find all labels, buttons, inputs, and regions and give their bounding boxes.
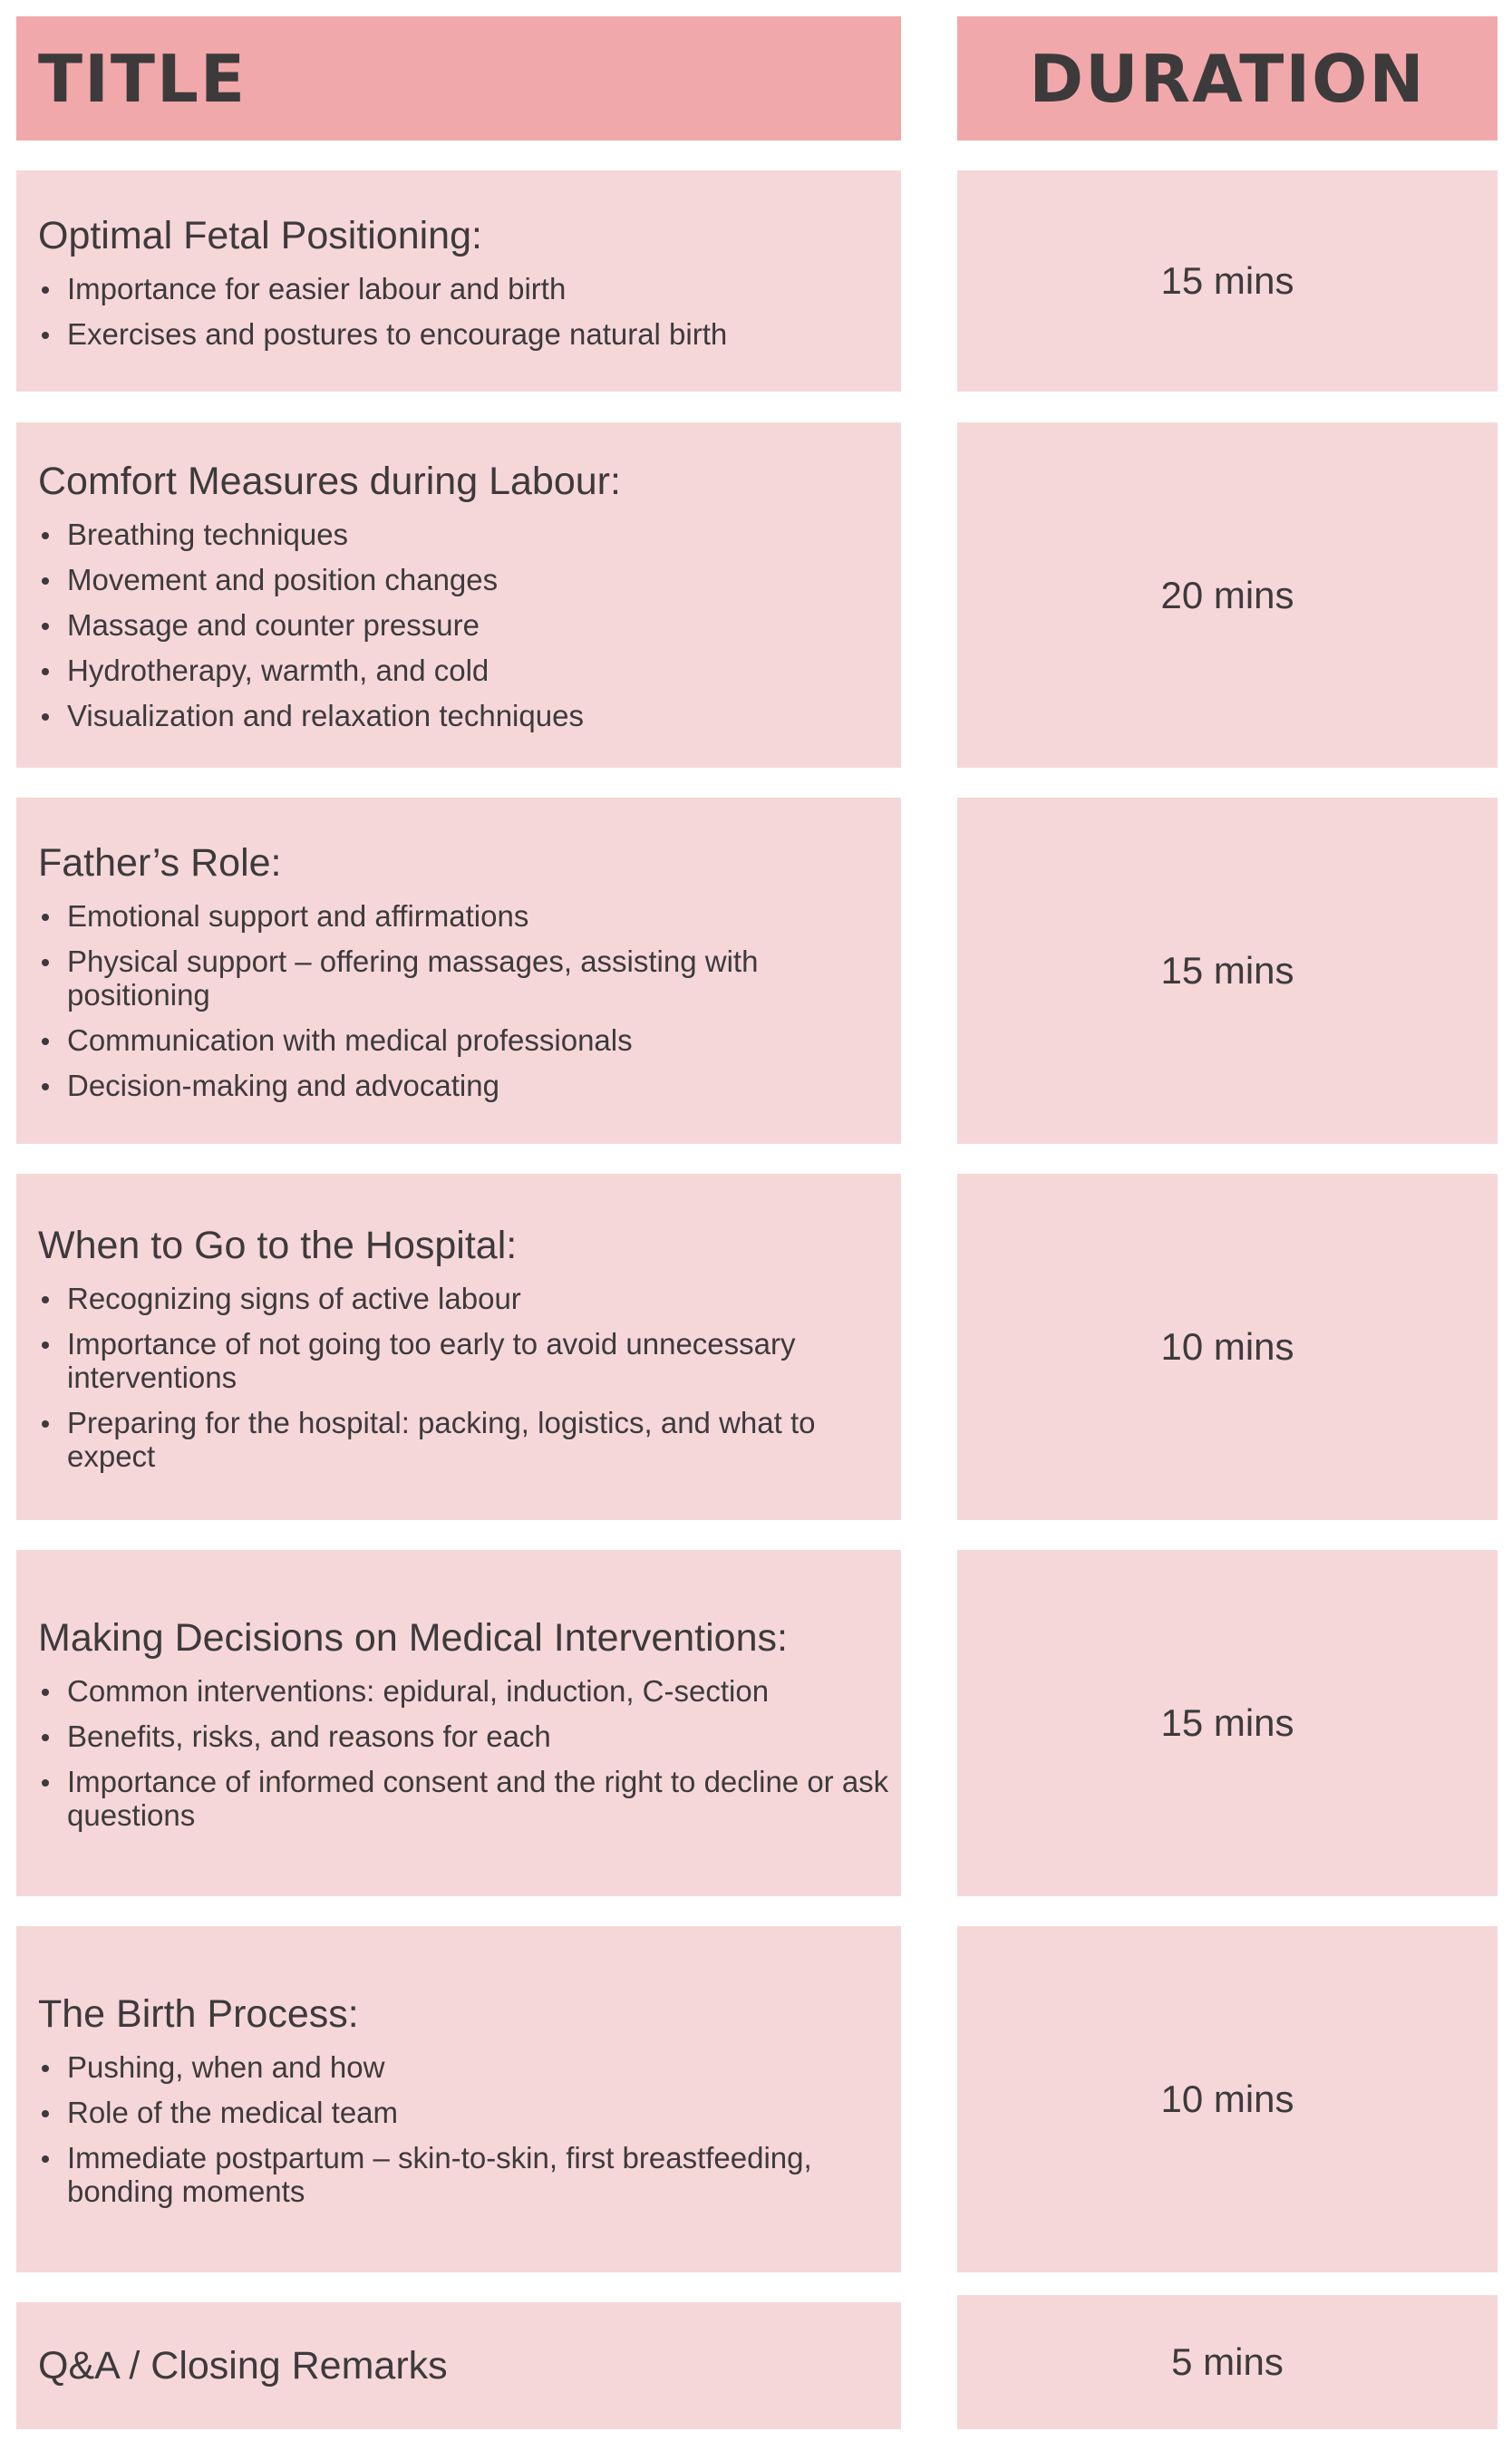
session-topic-item: Importance of not going too early to avoid unnecessary interventions [38,1327,890,1394]
session-topic-item: Importance of informed consent and the right to decline or ask questions [38,1765,890,1832]
session-title: When to Go to the Hospital: [38,1223,518,1267]
session-duration-cell [957,798,1497,1144]
session-topic-item: Importance for easier labour and birth [38,272,890,305]
session-topic-item: Common interventions: epidural, induction, C-section [38,1674,890,1708]
session-duration-cell [957,1926,1497,2272]
session-topic-item: Hydrotherapy, warmth, and cold [38,654,890,687]
session-topic-item: Visualization and relaxation techniques [38,699,890,732]
session-topic-item: Immediate postpartum – skin-to-skin, first breastfeeding, bonding moments [38,2141,890,2208]
session-duration-cell [957,1174,1497,1520]
session-topic-item: Emotional support and affirmations [38,899,890,933]
session-duration: 20 mins [1160,573,1294,616]
duration-column-header [957,16,1497,140]
session-topic-item: Communication with medical professionals [38,1023,890,1057]
session-duration-cell [957,1550,1497,1896]
session-duration: 10 mins [1160,1325,1294,1368]
session-title: Making Decisions on Medical Interventions: [38,1616,788,1660]
session-duration: 5 mins [1171,2340,1284,2383]
session-topic-item: Benefits, risks, and reasons for each [38,1719,890,1753]
session-topic-item: Breathing techniques [38,518,890,551]
session-topic-item: Movement and position changes [38,563,890,596]
session-title-cell [16,2302,901,2429]
session-topics-list [38,899,890,1102]
session-duration: 15 mins [1160,259,1294,302]
session-title-cell [16,798,901,1144]
session-topic-item: Pushing, when and how [38,2050,890,2084]
session-topic-item: Recognizing signs of active labour [38,1282,890,1315]
session-topics-list [38,2050,890,2208]
duration-header-label: DURATION [1029,40,1426,117]
session-duration: 15 mins [1160,949,1294,992]
session-title: Optimal Fetal Positioning: [38,213,482,257]
session-title-cell [16,170,901,392]
session-duration: 15 mins [1160,1701,1294,1744]
session-topics-list [38,1674,890,1832]
session-duration-cell [957,2295,1497,2429]
session-topic-item: Decision-making and advocating [38,1069,890,1102]
session-duration-cell [957,170,1497,392]
session-title: Q&A / Closing Remarks [38,2344,448,2388]
session-topics-list [38,518,890,732]
title-column-header [16,16,901,140]
session-topic-item: Physical support – offering massages, assisting with positioning [38,944,890,1012]
session-title-cell [16,1174,901,1520]
session-title-cell [16,1926,901,2272]
session-duration-cell [957,422,1497,768]
session-topics-list [38,1282,890,1473]
session-topics-list [38,272,890,351]
session-duration: 10 mins [1160,2078,1294,2120]
session-title-cell [16,422,901,768]
session-title: The Birth Process: [38,1992,359,2036]
session-topic-item: Preparing for the hospital: packing, logistics, and what to expect [38,1406,890,1473]
session-title-cell [16,1550,901,1896]
session-title: Father’s Role: [38,841,282,885]
session-topic-item: Massage and counter pressure [38,608,890,642]
session-topic-item: Role of the medical team [38,2096,890,2129]
session-title: Comfort Measures during Labour: [38,460,621,503]
title-header-label: TITLE [38,40,247,117]
session-topic-item: Exercises and postures to encourage natural birth [38,317,890,351]
